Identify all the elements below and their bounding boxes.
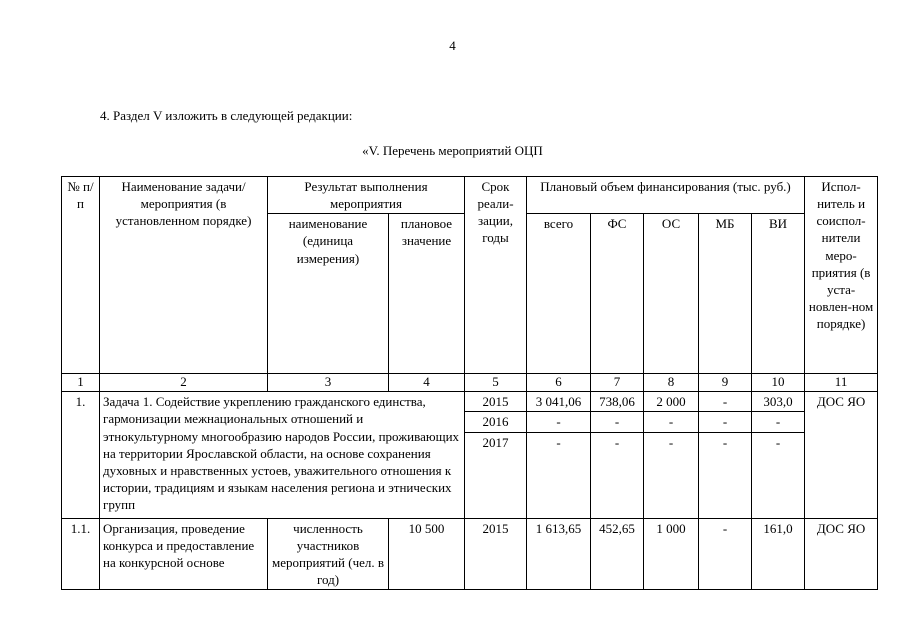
task1-total: - bbox=[527, 412, 591, 432]
measure-1-1-fs: 452,65 bbox=[591, 518, 644, 590]
task1-fs: - bbox=[591, 432, 644, 518]
header-term: Срок реали-зации, годы bbox=[465, 177, 527, 374]
measure-1-1-os: 1 000 bbox=[644, 518, 699, 590]
measure-1-1-num: 1.1. bbox=[62, 518, 100, 590]
column-number: 10 bbox=[752, 374, 805, 392]
header-fin-total: всего bbox=[527, 214, 591, 374]
task1-fs: 738,06 bbox=[591, 392, 644, 412]
task1-total: 3 041,06 bbox=[527, 392, 591, 412]
task1-fs: - bbox=[591, 412, 644, 432]
header-fin-os: ОС bbox=[644, 214, 699, 374]
task1-total: - bbox=[527, 432, 591, 518]
measure-1-1-row bbox=[62, 518, 878, 590]
task1-text: Задача 1. Содействие укреплению гражданского единства, гармонизации межнациональных отношений и этнокультурному многообразию народов России, проживающих на территории Ярославской области, на основе сохранения духовных и нравственных устоев, уважительного отношения к истории, традициям и языкам населения региона и этнических групп bbox=[100, 392, 465, 518]
header-fin-vi: ВИ bbox=[752, 214, 805, 374]
intro-paragraph: 4. Раздел V изложить в следующей редакции: bbox=[100, 108, 353, 123]
header-name: Наименование задачи/мероприятия (в установленном порядке) bbox=[100, 177, 268, 374]
task1-mb: - bbox=[699, 412, 752, 432]
task1-os: - bbox=[644, 412, 699, 432]
column-number: 1 bbox=[62, 374, 100, 392]
task1-vi: - bbox=[752, 432, 805, 518]
measure-1-1-name: Организация, проведение конкурса и предоставление на конкурсной основе bbox=[100, 518, 268, 590]
task1-year: 2016 bbox=[465, 412, 527, 432]
task1-os: - bbox=[644, 432, 699, 518]
column-number: 9 bbox=[699, 374, 752, 392]
header-result-name: наименование (единица измерения) bbox=[268, 214, 389, 374]
measure-1-1-result-name: численность участников мероприятий (чел. в год) bbox=[268, 518, 389, 590]
page-number: 4 bbox=[449, 38, 456, 53]
column-number: 5 bbox=[465, 374, 527, 392]
column-number: 8 bbox=[644, 374, 699, 392]
task1-year: 2017 bbox=[465, 432, 527, 518]
measure-1-1-vi: 161,0 bbox=[752, 518, 805, 590]
measure-1-1-total: 1 613,65 bbox=[527, 518, 591, 590]
column-number: 11 bbox=[805, 374, 878, 392]
task1-mb: - bbox=[699, 432, 752, 518]
measure-1-1-result-value: 10 500 bbox=[389, 518, 465, 590]
task1-executor: ДОС ЯО bbox=[805, 392, 878, 518]
column-number: 7 bbox=[591, 374, 644, 392]
header-executor: Испол-нитель и соиспол-нители меро-приятия (в уста-новлен-ном порядке) bbox=[805, 177, 878, 374]
task1-mb: - bbox=[699, 392, 752, 412]
column-number: 6 bbox=[527, 374, 591, 392]
task1-vi: 303,0 bbox=[752, 392, 805, 412]
header-fin-fs: ФС bbox=[591, 214, 644, 374]
header-fin-mb: МБ bbox=[699, 214, 752, 374]
task1-os: 2 000 bbox=[644, 392, 699, 412]
task1-year: 2015 bbox=[465, 392, 527, 412]
column-number: 3 bbox=[268, 374, 389, 392]
task1-num: 1. bbox=[62, 392, 100, 518]
header-result-value: плановое значение bbox=[389, 214, 465, 374]
header-result-group: Результат выполнения мероприятия bbox=[268, 177, 465, 214]
column-number-row bbox=[62, 374, 878, 392]
measures-table bbox=[61, 176, 878, 590]
task1-vi: - bbox=[752, 412, 805, 432]
header-row-1 bbox=[62, 177, 878, 214]
measure-1-1-mb: - bbox=[699, 518, 752, 590]
measure-1-1-year: 2015 bbox=[465, 518, 527, 590]
column-number: 2 bbox=[100, 374, 268, 392]
measure-1-1-executor: ДОС ЯО bbox=[805, 518, 878, 590]
header-financing-group: Плановый объем финансирования (тыс. руб.) bbox=[527, 177, 805, 214]
header-num: № п/п bbox=[62, 177, 100, 374]
column-number: 4 bbox=[389, 374, 465, 392]
task1-row-2015 bbox=[62, 392, 878, 412]
section-title: «V. Перечень мероприятий ОЦП bbox=[362, 143, 543, 158]
